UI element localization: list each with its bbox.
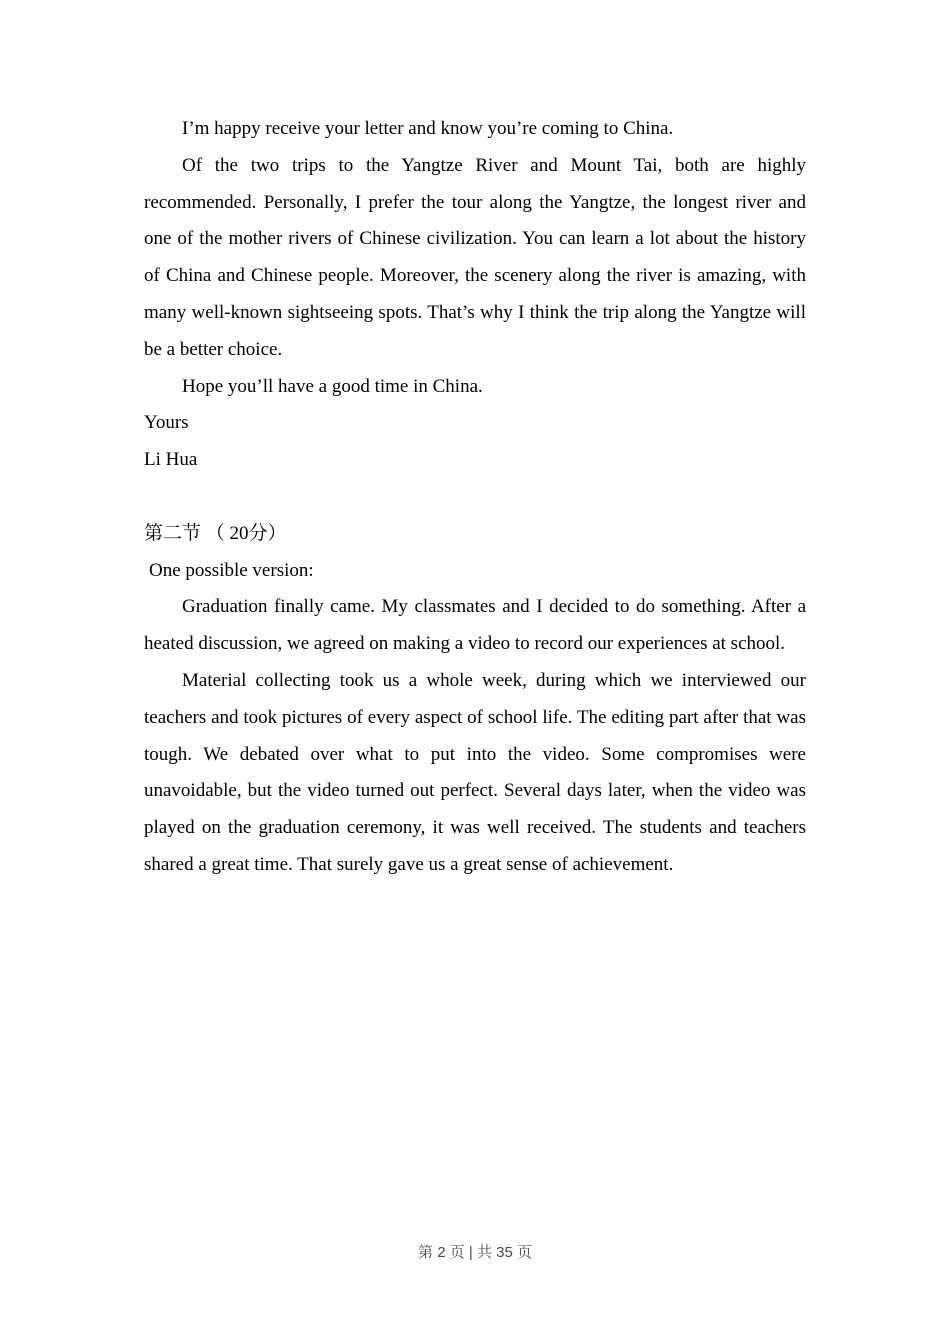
- letter-signature: Li Hua: [144, 449, 198, 471]
- page-number-indicator: 第 2 页 | 共 35 页: [418, 1244, 532, 1261]
- possible-version-label: One possible version:: [149, 559, 314, 581]
- letter-signoff: Yours: [144, 412, 189, 434]
- letter-closing-line: Hope you’ll have a good time in China.: [182, 375, 483, 397]
- document-content: [144, 111, 806, 884]
- essay-paragraph-2: Material collecting took us a whole week, during which we interviewed our teachers and took pictures of every aspect of school life. The editing part after that was tough. We debated over what to put into the video. Some compromises were unavoidable, but the video turned out perfect. Several days later, when the video was played on the graduation ceremony, it was well received. The students and teachers shared a great time. That surely gave us a great sense of achievement.: [144, 669, 806, 875]
- page-footer: [0, 1241, 950, 1262]
- letter-body-paragraph: Of the two trips to the Yangtze River and Mount Tai, both are highly recommended. Personally, I prefer the tour along the Yangtze, the longest river and one of the mother rivers of Chinese civilization. You can learn a lot about the history of China and Chinese people. Moreover, the scenery along the river is amazing, with many well-known sightseeing spots. That’s why I think the trip along the Yangtze will be a better choice.: [144, 154, 806, 360]
- letter-opening-line: I’m happy receive your letter and know you’re coming to China.: [182, 118, 674, 139]
- section-two-heading: 第二节 （ 20分）: [144, 522, 287, 544]
- essay-paragraph-1: Graduation finally came. My classmates and I decided to do something. After a heated discussion, we agreed on making a video to record our experiences at school.: [144, 596, 806, 655]
